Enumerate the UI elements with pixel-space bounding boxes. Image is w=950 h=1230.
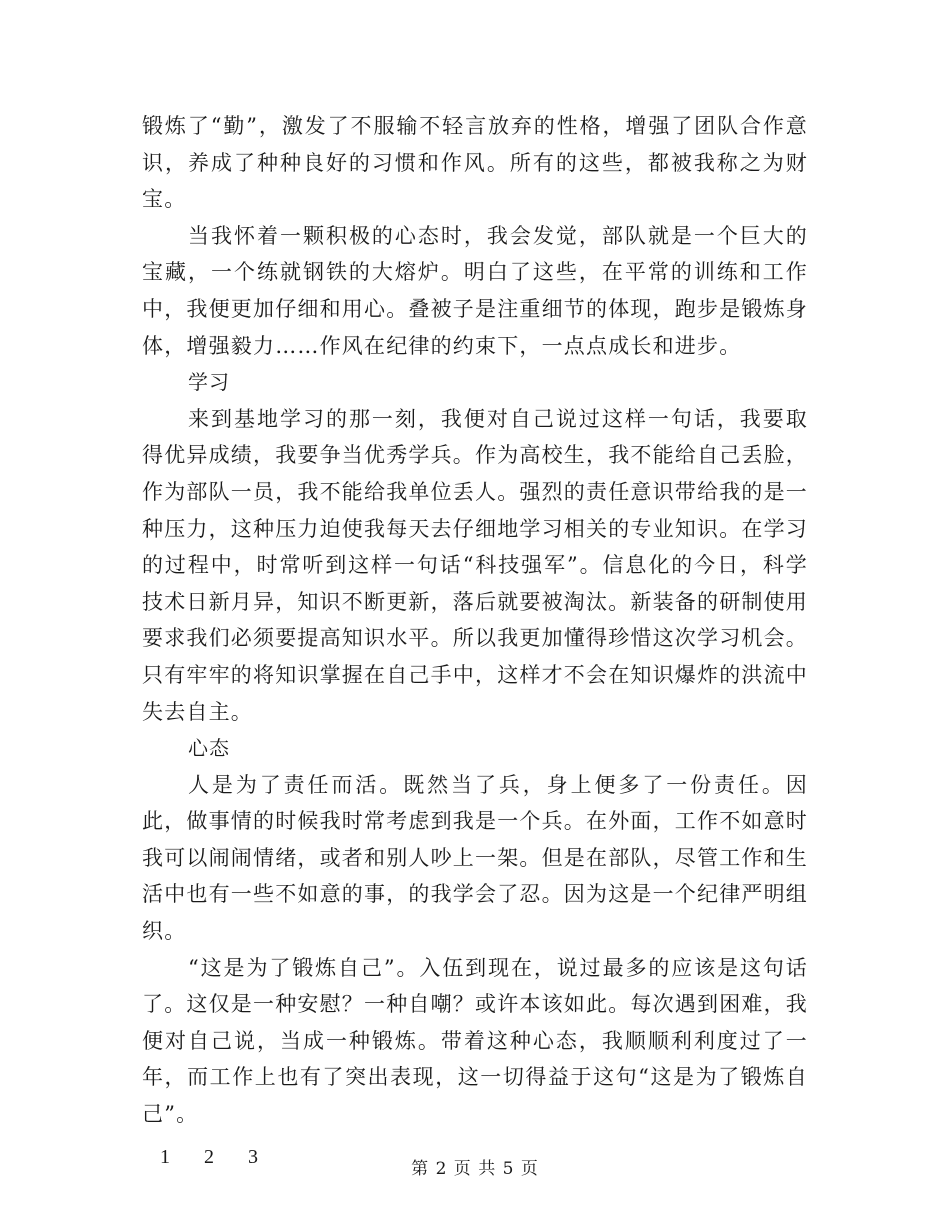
page-link-1[interactable]: 1 [160,1145,170,1168]
page-footer: 第 2 页 共 5 页 [411,1159,539,1179]
paragraph-3: 来到基地学习的那一刻，我便对自己说过这样一句话，我要取得优异成绩，我要争当优秀学兵。作为高校生，我不能给自己丢脸，作为部队一员，我不能给我单位丢人。强烈的责任意识带给我的是一种压力，这种压力迫使我每天去仔细地学习相关的专业知识。在学习的过程中，时常听到这样一句话“科技强军”。信息化的今日，科学技术日新月异，知识不断更新，落后就要被淘汰。新装备的研制使用要求我们必须要提高知识水平。所以我更加懂得珍惜这次学习机会。只有牢牢的将知识掌握在自己手中，这样才不会在知识爆炸的洪流中失去自主。 [142,406,808,724]
document-body [142,108,808,1173]
section-heading-study: 学习 [188,370,230,395]
page-link-3[interactable]: 3 [248,1145,258,1168]
paragraph-2: 当我怀着一颗积极的心态时，我会发觉，部队就是一个巨大的宝藏，一个练就钢铁的大熔炉。明白了这些，在平常的训练和工作中，我便更加仔细和用心。叠被子是注重细节的体现，跑步是锻炼身体，增强毅力……作风在纪律的约束下，一点点成长和进步。 [142,223,808,358]
page-link-2[interactable]: 2 [204,1145,214,1168]
section-heading-mindset: 心态 [188,736,230,761]
paragraph-4: 人是为了责任而活。既然当了兵，身上便多了一份责任。因此，做事情的时候我时常考虑到我是一个兵。在外面，工作不如意时我可以闹闹情绪，或者和别人吵上一架。但是在部队，尽管工作和生活中也有一些不如意的事，的我学会了忍。因为这是一个纪律严明组织。 [142,772,808,944]
paragraph-5: “这是为了锻炼自己”。入伍到现在，说过最多的应该是这句话了。这仅是一种安慰？一种自嘲？或许本该如此。每次遇到困难，我便对自己说，当成一种锻炼。带着这种心态，我顺顺利利度过了一年，而工作上也有了突出表现，这一切得益于这句“这是为了锻炼自己”。 [142,955,808,1127]
paragraph-1: 锻炼了“勤”，激发了不服输不轻言放弃的性格，增强了团队合作意识，养成了种种良好的习惯和作风。所有的这些，都被我称之为财宝。 [142,114,808,212]
